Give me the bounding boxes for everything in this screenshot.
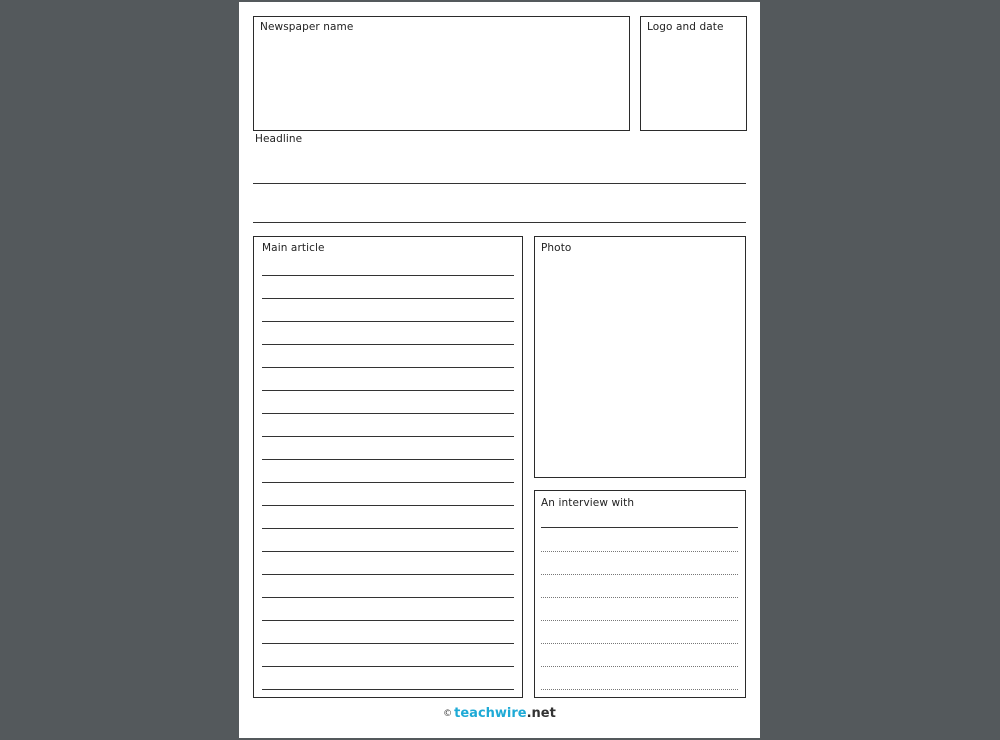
article-writing-line[interactable] [262,436,514,437]
article-writing-line[interactable] [262,666,514,667]
article-writing-line[interactable] [262,551,514,552]
interview-name-line[interactable] [541,527,738,528]
headline-line-2[interactable] [253,222,746,223]
article-writing-line[interactable] [262,344,514,345]
article-writing-line[interactable] [262,390,514,391]
article-writing-line[interactable] [262,574,514,575]
brand-tld: .net [526,706,556,721]
article-writing-line[interactable] [262,482,514,483]
article-writing-line[interactable] [262,367,514,368]
article-writing-line[interactable] [262,528,514,529]
article-writing-line[interactable] [262,459,514,460]
article-writing-line[interactable] [262,413,514,414]
interview-dotted-line[interactable] [541,574,738,575]
main-article-label: Main article [262,242,325,254]
interview-box[interactable] [534,490,746,698]
interview-dotted-line[interactable] [541,597,738,598]
footer-brand [239,706,760,721]
brand-name: teachwire [454,706,527,721]
headline-line-1[interactable] [253,183,746,184]
newspaper-name-label: Newspaper name [260,21,354,33]
main-article-box[interactable] [253,236,523,698]
interview-dotted-line[interactable] [541,620,738,621]
logo-date-box[interactable] [640,16,747,131]
interview-dotted-line[interactable] [541,551,738,552]
article-writing-line[interactable] [262,275,514,276]
article-writing-line[interactable] [262,298,514,299]
newspaper-name-box[interactable] [253,16,630,131]
logo-date-label: Logo and date [647,21,724,33]
article-writing-line[interactable] [262,505,514,506]
interview-label: An interview with [541,497,635,509]
photo-label: Photo [541,242,572,254]
copyright-symbol: © [443,709,453,719]
interview-dotted-line[interactable] [541,643,738,644]
article-writing-line[interactable] [262,643,514,644]
worksheet-page [239,2,760,738]
article-writing-line[interactable] [262,597,514,598]
photo-box[interactable] [534,236,746,478]
article-writing-line[interactable] [262,689,514,690]
article-writing-line[interactable] [262,620,514,621]
headline-label: Headline [255,133,303,145]
article-writing-line[interactable] [262,321,514,322]
interview-dotted-line[interactable] [541,689,738,690]
interview-dotted-line[interactable] [541,666,738,667]
